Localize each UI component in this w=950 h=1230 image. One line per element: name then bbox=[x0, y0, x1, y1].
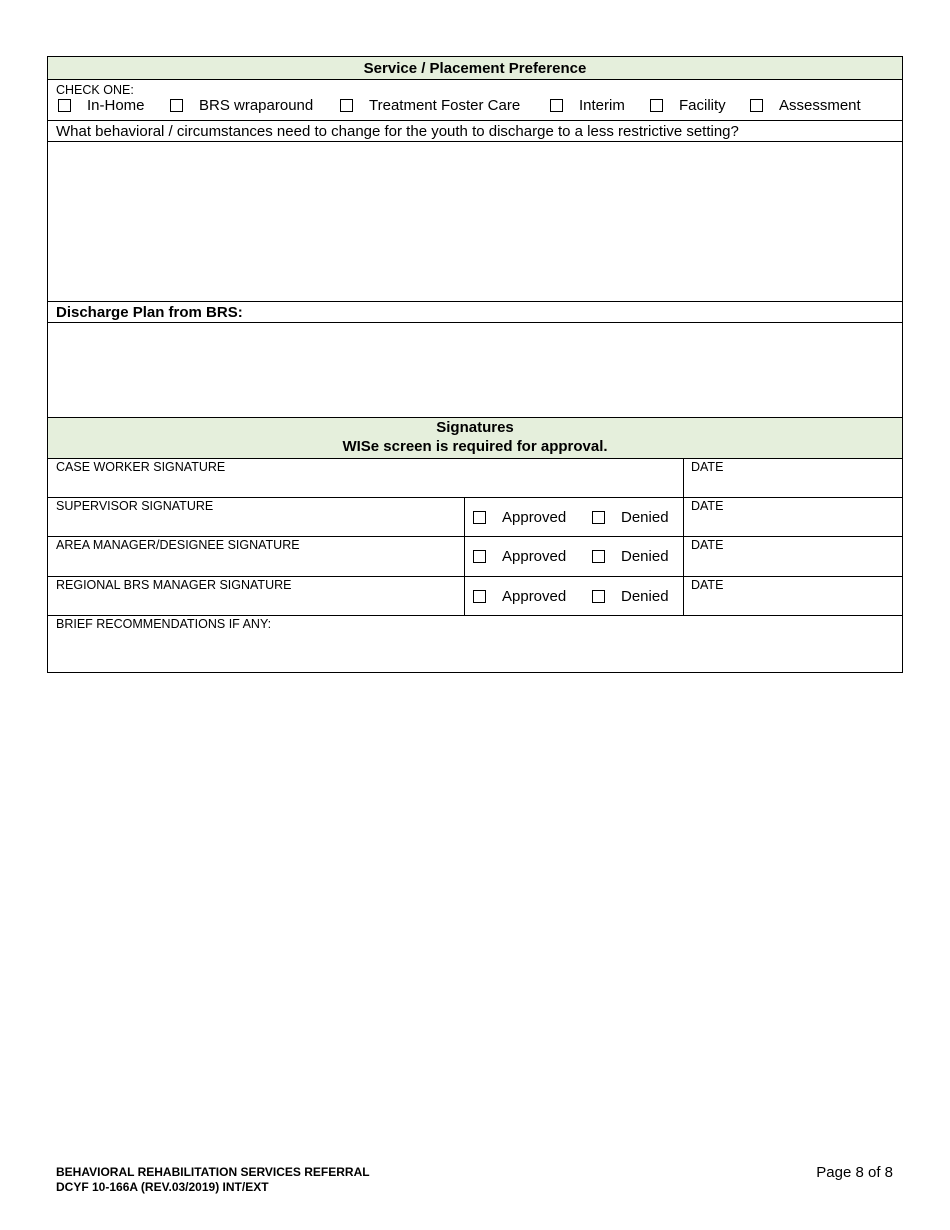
case-worker-date-label: DATE bbox=[691, 460, 724, 474]
option-assessment[interactable]: Assessment bbox=[750, 97, 861, 114]
in-home-checkbox[interactable] bbox=[58, 99, 71, 112]
regional-manager-signature-label: REGIONAL BRS MANAGER SIGNATURE bbox=[56, 578, 292, 592]
regional-manager-approved-checkbox[interactable] bbox=[473, 590, 486, 603]
footer-form-number: DCYF 10-166A (REV.03/2019) INT/EXT bbox=[56, 1180, 269, 1194]
option-in-home[interactable]: In-Home bbox=[58, 97, 145, 114]
option-treatment-foster-care[interactable]: Treatment Foster Care bbox=[340, 97, 520, 114]
case-worker-signature-field[interactable] bbox=[48, 458, 683, 497]
regional-manager-denied-option[interactable]: Denied bbox=[592, 588, 669, 605]
signatures-title: Signatures bbox=[436, 419, 514, 436]
regional-manager-approved-option[interactable]: Approved bbox=[473, 588, 566, 605]
supervisor-approved-option[interactable]: Approved bbox=[473, 509, 566, 526]
recommendations-field[interactable] bbox=[48, 632, 902, 672]
treatment-foster-care-checkbox[interactable] bbox=[340, 99, 353, 112]
regional-manager-denied-checkbox[interactable] bbox=[592, 590, 605, 603]
area-manager-approved-checkbox[interactable] bbox=[473, 550, 486, 563]
behavior-answer-field[interactable] bbox=[56, 147, 892, 297]
signatures-subtitle: WISe screen is required for approval. bbox=[342, 438, 608, 455]
area-manager-approved-option[interactable]: Approved bbox=[473, 548, 566, 565]
brs-wraparound-checkbox[interactable] bbox=[170, 99, 183, 112]
page-number: Page 8 of 8 bbox=[816, 1164, 893, 1181]
discharge-plan-label: Discharge Plan from BRS: bbox=[56, 304, 243, 321]
area-manager-date-label: DATE bbox=[691, 538, 724, 552]
option-interim[interactable]: Interim bbox=[550, 97, 625, 114]
area-manager-signature-label: AREA MANAGER/DESIGNEE SIGNATURE bbox=[56, 538, 300, 552]
behavior-question: What behavioral / circumstances need to change for the youth to discharge to a less restrictive setting? bbox=[56, 123, 739, 140]
regional-manager-date-label: DATE bbox=[691, 578, 724, 592]
option-brs-wraparound[interactable]: BRS wraparound bbox=[170, 97, 313, 114]
case-worker-signature-label: CASE WORKER SIGNATURE bbox=[56, 460, 226, 474]
supervisor-approved-checkbox[interactable] bbox=[473, 511, 486, 524]
supervisor-denied-option[interactable]: Denied bbox=[592, 509, 669, 526]
supervisor-denied-checkbox[interactable] bbox=[592, 511, 605, 524]
area-manager-denied-option[interactable]: Denied bbox=[592, 548, 669, 565]
area-manager-denied-checkbox[interactable] bbox=[592, 550, 605, 563]
case-worker-date-field[interactable] bbox=[684, 458, 902, 497]
footer-form-info bbox=[56, 1165, 370, 1195]
supervisor-date-label: DATE bbox=[691, 499, 724, 513]
supervisor-signature-label: SUPERVISOR SIGNATURE bbox=[56, 499, 214, 513]
discharge-plan-field[interactable] bbox=[56, 327, 892, 412]
footer-form-title: BEHAVIORAL REHABILITATION SERVICES REFERRAL bbox=[56, 1165, 370, 1179]
interim-checkbox[interactable] bbox=[550, 99, 563, 112]
recommendations-label: BRIEF RECOMMENDATIONS IF ANY: bbox=[56, 617, 272, 631]
referral-form bbox=[47, 56, 903, 673]
facility-checkbox[interactable] bbox=[650, 99, 663, 112]
option-facility[interactable]: Facility bbox=[650, 97, 726, 114]
assessment-checkbox[interactable] bbox=[750, 99, 763, 112]
check-one-label: CHECK ONE: bbox=[56, 83, 134, 97]
service-section-title: Service / Placement Preference bbox=[363, 60, 587, 77]
